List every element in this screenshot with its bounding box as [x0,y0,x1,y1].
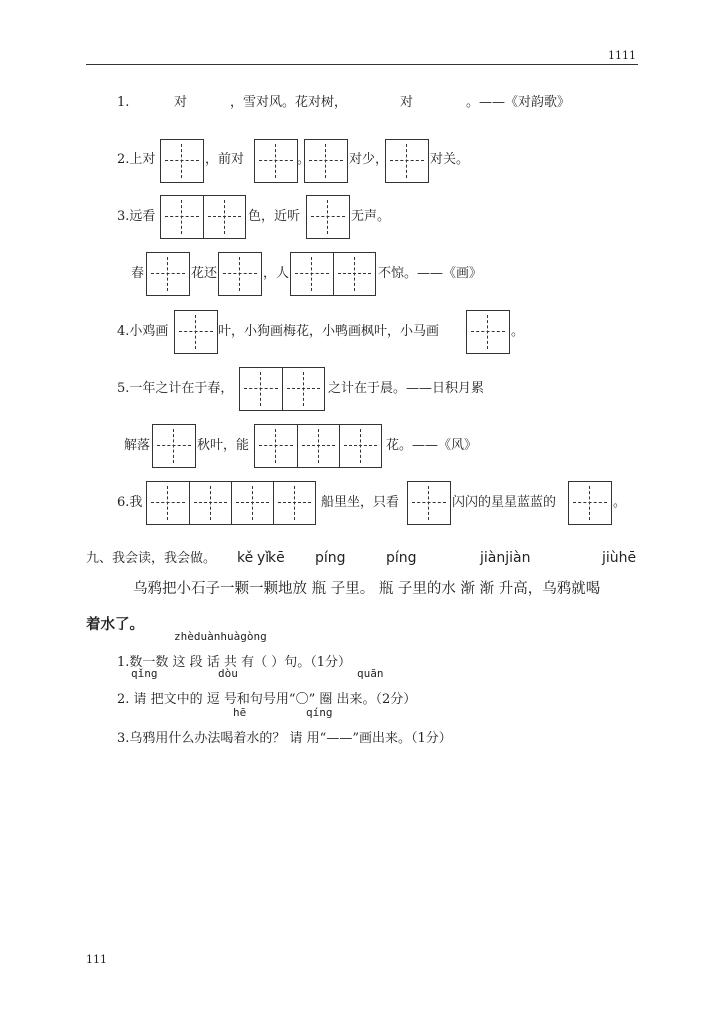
writing-box[interactable] [174,310,218,354]
pinyin: dòu [218,667,238,680]
q9-title: 九、我会读，我会做。 [86,551,217,566]
q9-question2: 2. 请 把文中的 逗 号和句号用“〇” 圈 出来。（2分） [117,692,417,707]
q9-question1: 1.数一数 这 段 话 共 有（ ）句。（1分） [117,655,351,670]
pinyin: yǐ [257,550,270,566]
q8-line1-word1: 对 [174,95,188,110]
q8-line8-d: 。 [613,495,627,510]
writing-box[interactable] [385,139,429,183]
q8-line5-c: 。 [511,324,525,339]
q8-line2-d: 对少， [349,152,389,167]
q8-line2-c: 。 [297,152,311,167]
q8-line4-b: 花还 [191,266,218,281]
q8-line6-b: 之计在于晨。——日积月累 [328,381,485,396]
writing-box[interactable] [290,252,376,296]
pinyin: qíng [306,706,333,719]
footer-page-number: 111 [86,953,107,966]
q8-line1-num: 1. [117,95,130,110]
q8-line2-a: 2.上对 [117,152,156,167]
q8-line5-a: 4.小鸡画 [117,324,169,339]
q9-passage-line1: 乌鸦把小石子一颗一颗地放 瓶 子里。 瓶 子里的水 渐 渐 升高，乌鸦就喝 [133,581,601,597]
pinyin: jiànjiàn [480,550,531,566]
header-page-number: 1111 [608,49,636,62]
writing-box[interactable] [407,481,451,525]
q8-line2-e: 对关。 [430,152,470,167]
q8-line3-b: 色，近听 [248,209,301,224]
writing-box[interactable] [306,195,350,239]
pinyin: kē [268,550,285,566]
q8-line1-word2: 对 [400,95,414,110]
writing-box[interactable] [239,367,325,411]
writing-box[interactable] [254,139,298,183]
pinyin: qǐng [131,667,158,680]
q8-line4-c: ，人 [263,266,290,281]
q8-line7-a: 解落 [124,438,151,453]
pinyin: zhèduànhuàgòng [174,630,267,643]
header-rule [86,64,638,65]
writing-box[interactable] [160,195,246,239]
writing-box[interactable] [146,252,190,296]
q8-line7-c: 花。——《风》 [386,438,478,453]
pinyin: jiùhē [602,550,637,566]
q8-line4-a: 春 [131,266,145,281]
q8-line4-d: 不惊。——《画》 [378,266,483,281]
q8-line8-b: 船里坐，只看 [321,495,400,510]
pinyin: píng [315,550,346,566]
pinyin: quān [357,667,384,680]
q9-passage-line2: 着水了。 [86,617,144,633]
q8-line3-c: 无声。 [351,209,391,224]
q8-line1-end: 。——《对韵歌》 [466,95,571,110]
writing-box[interactable] [254,424,382,468]
pinyin: kě [237,550,254,566]
q8-line8-c: 闪闪的星星蓝蓝的 [452,495,557,510]
writing-box[interactable] [304,139,348,183]
writing-box[interactable] [146,481,316,525]
writing-box[interactable] [568,481,612,525]
q8-line1-middle: ，雪对风。花对树， [230,95,348,110]
pinyin: hē [233,706,247,719]
q8-line2-b: ，前对 [205,152,245,167]
writing-box[interactable] [466,310,510,354]
q9-question3: 3.乌鸦用什么办法喝着水的？ 请 用“——”画出来。（1分） [117,731,452,746]
q8-line5-b: 叶，小狗画梅花，小鸭画枫叶，小马画 [218,324,440,339]
writing-box[interactable] [160,139,204,183]
pinyin: píng [386,550,417,566]
writing-box[interactable] [152,424,196,468]
q8-line8-a: 6.我 [117,495,143,510]
q8-line6-a: 5.一年之计在于春， [117,381,234,396]
q8-line7-b: 秋叶，能 [197,438,250,453]
q8-line3-a: 3.远看 [117,209,156,224]
writing-box[interactable] [218,252,262,296]
